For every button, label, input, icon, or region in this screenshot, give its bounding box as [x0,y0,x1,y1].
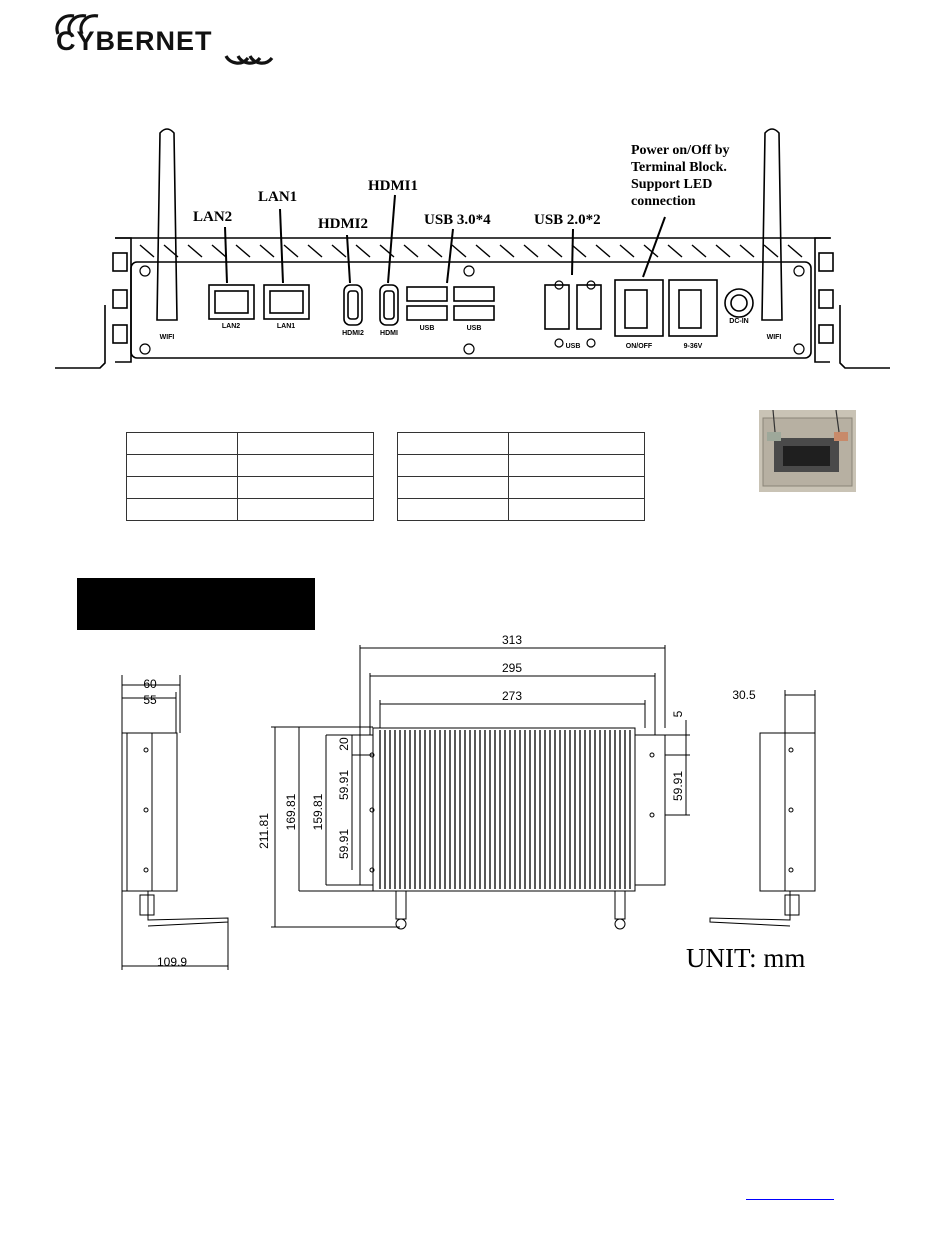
heatsink-fin [668,245,682,257]
table-row [127,499,374,521]
dim-20: 20 [337,737,351,751]
heatsink-fin [188,245,202,257]
dim-169-81: 169.81 [284,793,298,831]
heatsink-fin [596,245,610,257]
dimensions-title-bar [77,578,315,630]
port-label-usb-a: USB [419,325,435,332]
footer-link-underline[interactable] [746,1199,834,1201]
heatsink-fin [380,245,394,257]
heatsink-fin [788,245,802,257]
heatsink-fin [332,245,346,257]
table-row [398,433,645,455]
table-row [127,477,374,499]
heatsink-fin [236,245,250,257]
heatsink-fin [404,245,418,257]
dim-55: 55 [143,693,157,707]
heatsink-fin [764,245,778,257]
dim-59-91-b: 59.91 [337,828,351,860]
callout-power-line-3: Support LED [631,177,713,192]
callout-usb2: USB 2.0*2 [534,212,601,228]
heatsink-fin [500,245,514,257]
dim-295: 295 [501,661,523,675]
lan-led-photo [759,410,856,492]
port-label-dcin: DC-IN [729,318,749,325]
callout-usb3: USB 3.0*4 [424,212,491,228]
port-label-hdmi1: HDMI [380,330,398,337]
heatsink-fin [452,245,466,257]
port-label-vin: 9-36V [683,343,703,350]
table-row [398,477,645,499]
led-table-left [126,432,374,521]
dim-59-91-a: 59.91 [337,769,351,801]
heatsink-fin [476,245,490,257]
callout-power [631,142,771,210]
port-label-wifi-left: WIFI [159,334,175,341]
dim-211-81: 211.81 [257,813,271,849]
heatsink-fin [260,245,274,257]
port-label-wifi-right: WIFI [766,334,782,341]
heatsink-fin [308,245,322,257]
heatsink-fin [284,245,298,257]
unit-label: UNIT: mm [686,943,806,973]
callout-lan2: LAN2 [193,209,233,225]
logo-text: CYBERNET [56,26,213,56]
port-label-usb2: USB [565,343,581,350]
dim-159-81: 159.81 [311,793,325,831]
table-row [127,433,374,455]
dim-109-9: 109.9 [156,955,188,969]
port-label-hdmi2: HDMI2 [342,330,364,337]
heatsink-fin [692,245,706,257]
dim-273: 273 [501,689,523,703]
heatsink-fin [428,245,442,257]
heatsink-fin [740,245,754,257]
heatsink-fin [620,245,634,257]
callout-hdmi1: HDMI1 [368,178,418,194]
callout-hdmi2: HDMI2 [318,216,368,232]
callout-power-line-4: connection [631,194,696,209]
heatsink-fin [572,245,586,257]
dimensions-drawing [0,630,950,980]
cybernet-logo [48,4,276,68]
dim-313: 313 [501,633,523,647]
callout-power-line-2: Terminal Block. [631,160,727,175]
heatsink-fin [356,245,370,257]
heatsink-fin [548,245,562,257]
table-row [398,499,645,521]
port-label-lan2: LAN2 [221,323,241,330]
table-row [127,455,374,477]
port-label-lan1: LAN1 [276,323,296,330]
callout-power-line-1: Power on/Off by [631,143,730,158]
port-label-usb-b: USB [466,325,482,332]
heatsink-fin [524,245,538,257]
callout-lan1: LAN1 [258,189,298,205]
dim-30-5: 30.5 [732,688,756,702]
led-table-right [397,432,645,521]
heatsink-fin [140,245,154,257]
heatsink-fin [212,245,226,257]
dim-59-91-right: 59.91 [671,770,685,802]
dim-5: 5 [671,710,685,718]
heatsink-fin [716,245,730,257]
table-row [398,455,645,477]
port-label-onoff: ON/OFF [625,343,653,350]
dim-60: 60 [143,677,157,691]
